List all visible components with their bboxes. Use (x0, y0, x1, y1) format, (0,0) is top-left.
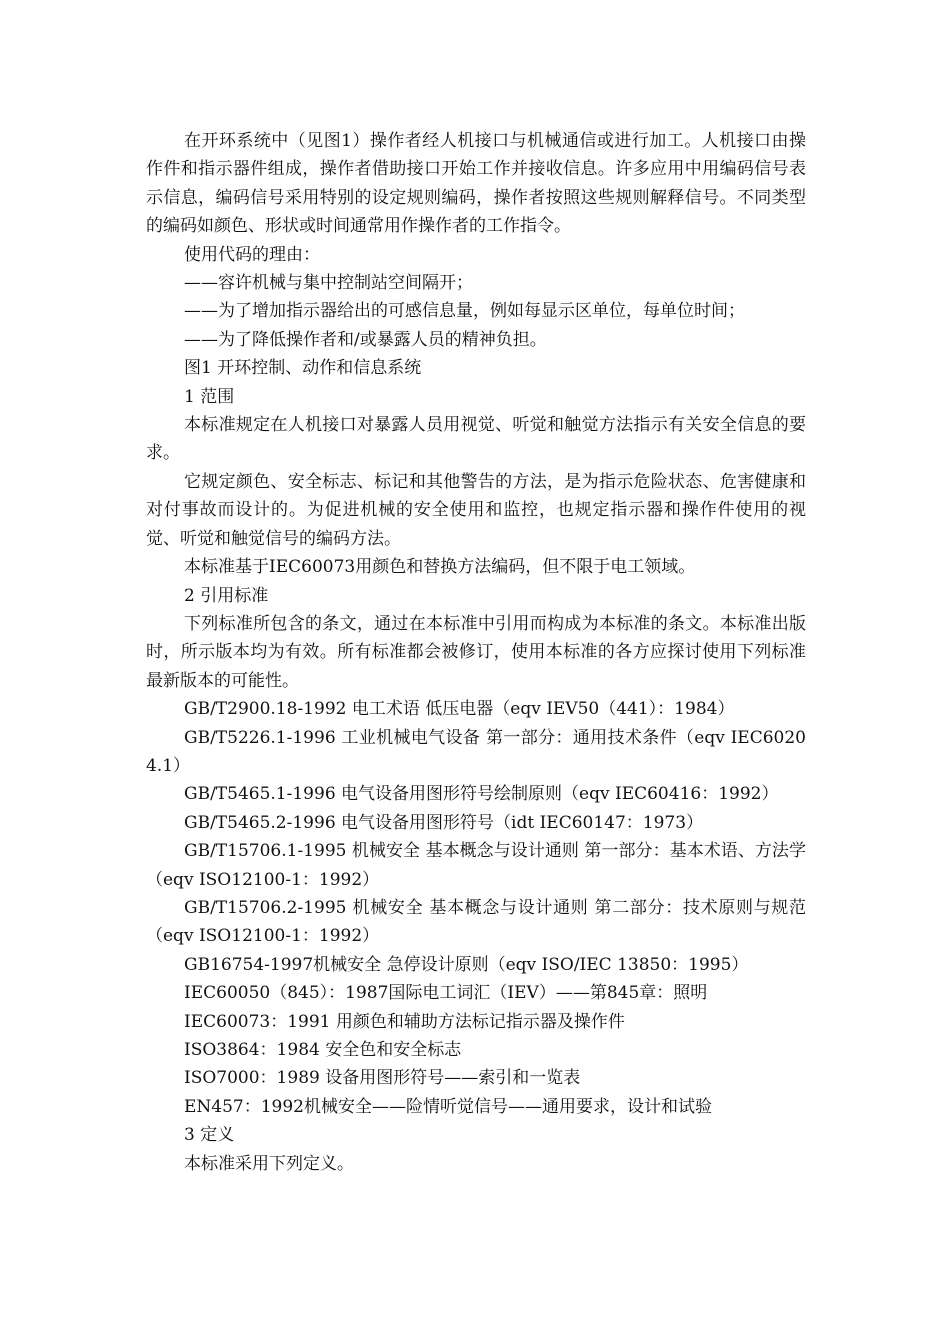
reference-item: IEC60050（845）：1987国际电工词汇（IEV）——第845章：照明 (184, 983, 708, 1004)
reference-item: ISO3864：1984 安全色和安全标志 (184, 1040, 462, 1060)
reference-item: ISO7000：1989 设备用图形符号——索引和一览表 (184, 1068, 581, 1089)
body-paragraph: 本标准规定在人机接口对暴露人员用视觉、听觉和触觉方法指示有关安全信息的要求。 (146, 415, 806, 464)
section-heading-references: 2 引用标准 (184, 585, 269, 606)
section-heading-scope: 1 范围 (184, 386, 235, 407)
document-body (146, 127, 806, 1178)
body-paragraph: 它规定颜色、安全标志、标记和其他警告的方法，是为指示危险状态、危害健康和对付事故而设计的。为促进机械的安全使用和监控，也规定指示器和操作件使用的视觉、听觉和触觉信号的编码方法。 (146, 471, 806, 549)
reference-item: GB16754-1997机械安全 急停设计原则（eqv ISO/IEC 13850：1995） (184, 954, 749, 975)
list-item: ——为了增加指示器给出的可感信息量，例如每显示区单位，每单位时间； (184, 301, 745, 322)
reference-item: GB/T5465.2-1996 电气设备用图形符号（idt IEC60147：1973） (184, 812, 704, 833)
body-paragraph: 本标准采用下列定义。 (184, 1153, 354, 1174)
reference-item: GB/T15706.1-1995 机械安全 基本概念与设计通则 第一部分：基本术语、方法学（eqv ISO12100-1：1992） (146, 841, 806, 890)
figure-caption: 图1 开环控制、动作和信息系统 (184, 358, 422, 379)
body-paragraph: 本标准基于IEC60073用颜色和替换方法编码，但不限于电工领域。 (184, 557, 696, 578)
body-paragraph: 下列标准所包含的条文，通过在本标准中引用而构成为本标准的条文。本标准出版时，所示版本均为有效。所有标准都会被修订，使用本标准的各方应探讨使用下列标准最新版本的可能性。 (146, 613, 806, 691)
reference-item: IEC60073：1991 用颜色和辅助方法标记指示器及操作件 (184, 1011, 625, 1032)
reference-item: GB/T15706.2-1995 机械安全 基本概念与设计通则 第二部分：技术原则与规范（eqv ISO12100-1：1992） (146, 897, 806, 947)
reference-item: GB/T5465.1-1996 电气设备用图形符号绘制原则（eqv IEC60416：1992） (184, 784, 779, 805)
list-item: ——为了降低操作者和/或暴露人员的精神负担。 (184, 329, 547, 350)
reference-item: GB/T2900.18-1992 电工术语 低压电器（eqv IEV50（441）：1984） (184, 699, 735, 720)
code-reasons-heading: 使用代码的理由： (184, 244, 320, 265)
intro-paragraph: 在开环系统中（见图1）操作者经人机接口与机械通信或进行加工。人机接口由操作件和指示器件组成，操作者借助接口开始工作并接收信息。许多应用中用编码信号表示信息，编码信号采用特别的设定规则编码，操作者按照这些规则解释信号。不同类型的编码如颜色、形状或时间通常用作操作者的工作指令。 (146, 131, 806, 237)
reference-item: GB/T5226.1-1996 工业机械电气设备 第一部分：通用技术条件（eqv IEC60204.1） (146, 727, 806, 776)
list-item: ——容许机械与集中控制站空间隔开； (184, 273, 473, 294)
reference-item: EN457：1992机械安全——险情听觉信号——通用要求，设计和试验 (184, 1096, 712, 1117)
section-heading-definitions: 3 定义 (184, 1125, 235, 1146)
